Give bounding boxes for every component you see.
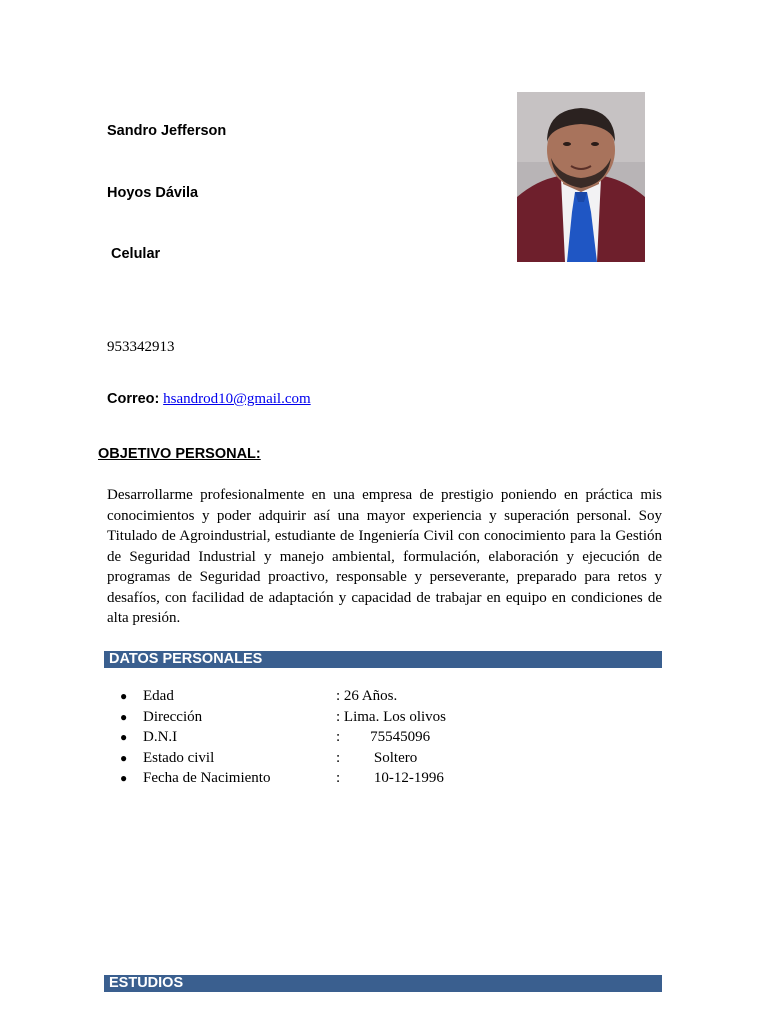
profile-photo	[517, 92, 645, 262]
phone-number: 953342913	[107, 339, 175, 355]
datos-list	[120, 686, 680, 789]
bullet: ●	[120, 730, 128, 744]
item-key: Estado civil	[143, 749, 215, 766]
estudios-header: ESTUDIOS	[104, 975, 662, 992]
bullet: ●	[120, 689, 128, 703]
item-key: D.N.I	[143, 729, 178, 745]
item-value: : 10-12-1996	[336, 770, 444, 786]
email-link[interactable]: hsandrod10@gmail.com	[163, 391, 311, 407]
celular-label: Celular	[111, 246, 161, 262]
email-row	[107, 391, 311, 408]
correo-label: Correo:	[107, 391, 160, 407]
list-item	[120, 686, 680, 707]
profile-photo-image	[517, 92, 645, 262]
last-name: Hoyos Dávila	[107, 185, 199, 201]
list-item	[120, 768, 680, 789]
bullet: ●	[120, 709, 128, 724]
item-key: Dirección	[143, 708, 203, 725]
first-name: Sandro Jefferson	[107, 123, 227, 139]
item-value: : 26 Años.	[336, 688, 398, 704]
item-key: Edad	[143, 688, 174, 704]
item-value: : 75545096	[336, 729, 431, 745]
item-key: Fecha de Nacimiento	[143, 770, 271, 786]
bullet: ●	[120, 771, 128, 785]
list-item	[120, 727, 680, 748]
item-value: : Lima. Los olivos	[336, 708, 446, 725]
list-item	[120, 748, 680, 769]
list-item	[120, 707, 680, 728]
objetivo-text: Desarrollarme profesionalmente en una empresa de prestigio poniendo en práctica mis conocimientos y poder adquirir así una mayor experiencia y superación personal. Soy Titulado de Agroindustrial, estudiante de Ingeniería Civil con conocimiento para la Gestión de Seguridad Industrial y manejo ambiental, formulación, elaboración y ejecución de programas de Seguridad proactivo, responsable y perseverante, preparado para retos y desafíos, con facilidad de adaptación y capacidad de trabajar en equipo en condiciones de alta presión.	[107, 487, 662, 626]
objetivo-heading: OBJETIVO PERSONAL:	[98, 446, 261, 462]
bullet: ●	[120, 750, 128, 765]
item-value: : Soltero	[336, 749, 418, 766]
datos-personales-header: DATOS PERSONALES	[104, 651, 662, 668]
